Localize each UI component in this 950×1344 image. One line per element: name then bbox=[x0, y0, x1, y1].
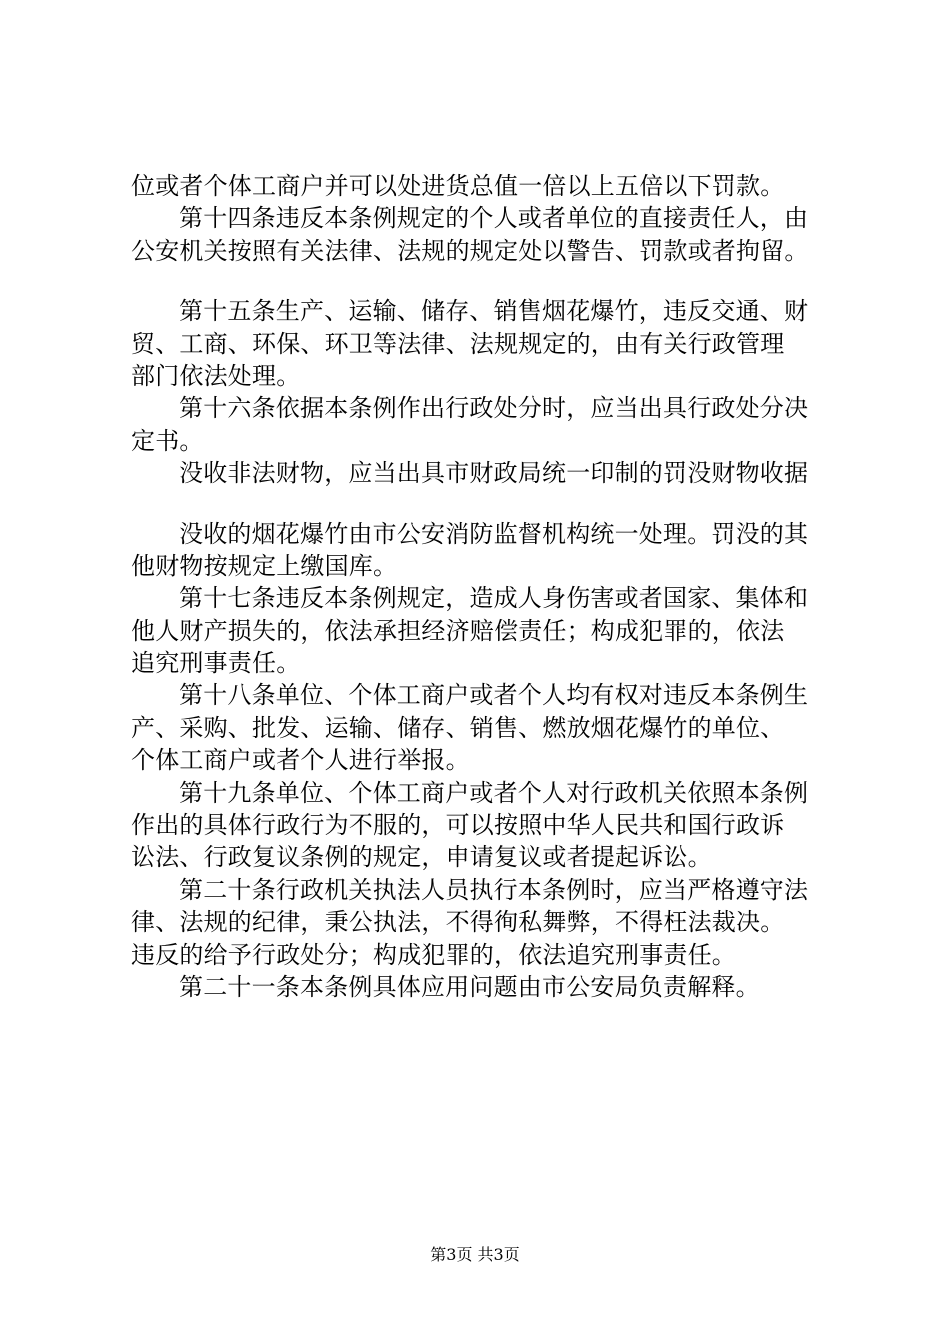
text-line: 作出的具体行政行为不服的，可以按照中华人民共和国行政诉 bbox=[131, 811, 785, 840]
paragraph-gap bbox=[131, 267, 851, 295]
article-15-line: 第十五条生产、运输、储存、销售烟花爆竹，违反交通、财 bbox=[179, 297, 809, 326]
page-number: 第3页 共3页 bbox=[430, 1245, 520, 1264]
article-16-line: 第十六条依据本条例作出行政处分时，应当出具行政处分决 bbox=[179, 394, 809, 423]
text-line: 追究刑事责任。 bbox=[131, 649, 301, 678]
text-line: 产、采购、批发、运输、储存、销售、燃放烟花爆竹的单位、 bbox=[131, 713, 785, 742]
article-18-line: 第十八条单位、个体工商户或者个人均有权对违反本条例生 bbox=[179, 681, 809, 710]
text-line: 违反的给予行政处分；构成犯罪的，依法追究刑事责任。 bbox=[131, 940, 736, 969]
text-line: 定书。 bbox=[131, 426, 204, 455]
article-21-line: 第二十一条本条例具体应用问题由市公安局负责解释。 bbox=[179, 972, 760, 1001]
article-19-line: 第十九条单位、个体工商户或者个人对行政机关依照本条例 bbox=[179, 778, 809, 807]
document-body bbox=[131, 170, 851, 1003]
text-line: 公安机关按照有关法律、法规的规定处以警告、罚款或者拘留。 bbox=[131, 236, 809, 265]
text-line: 他人财产损失的，依法承担经济赔偿责任；构成犯罪的，依法 bbox=[131, 616, 785, 645]
confiscation-line: 没收非法财物，应当出具市财政局统一印制的罚没财物收据 bbox=[179, 459, 809, 488]
text-line: 贸、工商、环保、环卫等法律、法规规定的，由有关行政管理 bbox=[131, 329, 785, 358]
text-line: 他财物按规定上缴国库。 bbox=[131, 551, 398, 580]
paragraph-gap bbox=[131, 490, 851, 518]
page-footer bbox=[0, 1245, 950, 1265]
text-line: 部门依法处理。 bbox=[131, 361, 301, 390]
article-20-line: 第二十条行政机关执法人员执行本条例时，应当严格遵守法 bbox=[179, 875, 809, 904]
text-line: 位或者个体工商户并可以处进货总值一倍以上五倍以下罚款。 bbox=[131, 172, 785, 200]
article-14-line: 第十四条违反本条例规定的个人或者单位的直接责任人，由 bbox=[179, 204, 809, 233]
text-line: 律、法规的纪律，秉公执法，不得徇私舞弊，不得枉法裁决。 bbox=[131, 908, 785, 937]
text-line: 讼法、行政复议条例的规定，申请复议或者提起诉讼。 bbox=[131, 843, 712, 872]
fireworks-disposal-line: 没收的烟花爆竹由市公安消防监督机构统一处理。罚没的其 bbox=[179, 519, 809, 548]
article-17-line: 第十七条违反本条例规定，造成人身伤害或者国家、集体和 bbox=[179, 584, 809, 613]
text-line: 个体工商户或者个人进行举报。 bbox=[131, 746, 470, 775]
